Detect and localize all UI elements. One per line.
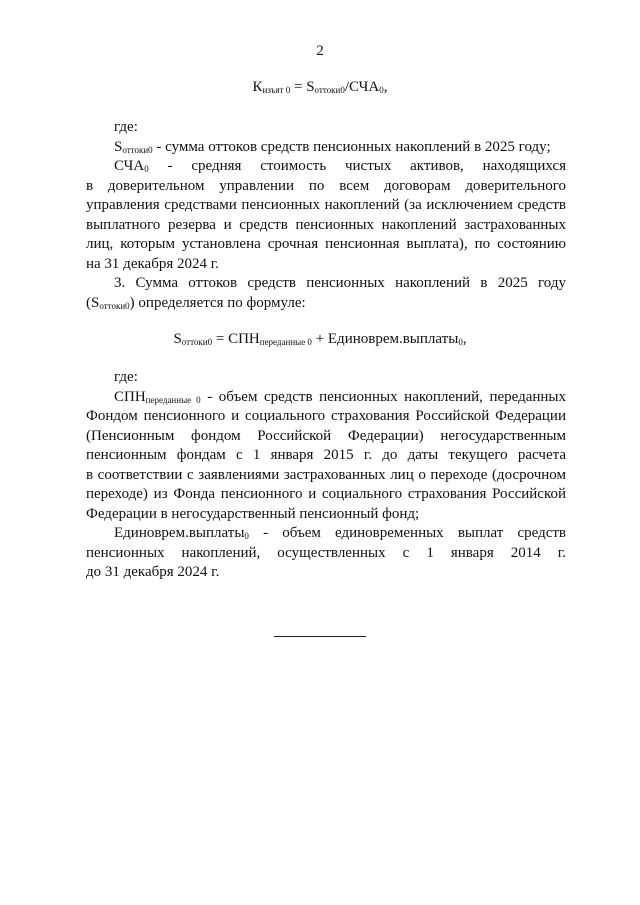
- text-line: [86, 294, 566, 314]
- term-subscript: оттоки0: [122, 144, 153, 155]
- where-label: где:: [114, 119, 138, 135]
- where-label: где:: [114, 369, 138, 385]
- end-divider-line: [274, 636, 366, 637]
- formula-term: /СЧА: [344, 79, 380, 95]
- formula-subscript: изъят 0: [262, 85, 291, 95]
- formula-subscript: переданные 0: [259, 337, 312, 347]
- term-subscript: оттоки0: [99, 300, 130, 311]
- formula-subscript: 0: [458, 337, 463, 347]
- term-subscript: 0: [144, 164, 149, 174]
- term: СПН: [114, 388, 146, 405]
- definition-lump-sum-payments: [86, 524, 566, 583]
- definition-text: - сумма оттоков средств пенсионных накоплений в 2025 году;: [152, 138, 551, 155]
- page-number: 2: [316, 43, 324, 59]
- formula-term: S: [173, 331, 182, 347]
- formula-term: S: [306, 79, 315, 95]
- formula-subscript: 0: [379, 85, 384, 95]
- definition-text: - объем средств пенсионных накоплений, переданных: [200, 388, 567, 405]
- term: S: [114, 138, 123, 155]
- formula-withdrawal-coefficient: [0, 78, 640, 98]
- item-3: [86, 274, 566, 313]
- text-line: [86, 157, 566, 177]
- term: Единоврем.выплаты: [114, 525, 245, 541]
- text-line: на 31 декабря 2024 г.: [86, 255, 219, 272]
- definition-spn: [86, 388, 566, 525]
- text-line: лиц, которым установлена срочная пенсионная выплата), по состоянию: [86, 236, 566, 252]
- text-line: Федерации в негосударственный пенсионный фонд;: [86, 505, 420, 522]
- term-subscript: 0: [244, 531, 249, 541]
- text-line: (Пенсионным фондом Российской Федерации) негосударственным: [86, 427, 566, 444]
- definition-text: ) определяется по формуле:: [129, 294, 306, 311]
- text-line: [86, 524, 566, 544]
- formula-punctuation: ,: [462, 331, 467, 347]
- text-line: в соответствии с заявлениями застрахованных лиц о переходе (досрочном: [86, 466, 566, 483]
- text-line: выплатного резерва и средств пенсионных накоплений застрахованных: [86, 216, 566, 233]
- text-line: переходе) из Фонда пенсионного и социального страхования Российской: [86, 486, 566, 502]
- definitions-block-2: [86, 368, 566, 583]
- term: СЧА: [114, 158, 145, 174]
- definition-text: - средняя стоимость чистых активов, находящихся: [148, 158, 566, 174]
- definition-text: (S: [86, 294, 100, 311]
- formula-term: + Единоврем.выплаты: [311, 331, 459, 347]
- formula-term: К: [252, 79, 263, 95]
- text-line: в доверительном управлении по всем договорам доверительного: [86, 177, 566, 194]
- definition-text: - объем единовременных выплат средств: [248, 525, 566, 541]
- text-line: до 31 декабря 2024 г.: [86, 564, 220, 580]
- term-subscript: переданные 0: [145, 394, 201, 405]
- text-line: управления средствами пенсионных накоплений (за исключением средств: [86, 197, 566, 213]
- text-line: Фондом пенсионного и социального страхования Российской Федерации: [86, 408, 566, 424]
- formula-subscript: оттоки0: [314, 85, 345, 95]
- definition-scha: [86, 157, 566, 274]
- text-line: пенсионным фондам с 1 января 2015 г. до даты текущего расчета: [86, 447, 566, 463]
- text-line: пенсионных накоплений, осуществленных с 1 января 2014 г.: [86, 544, 566, 561]
- formula-outflows-sum: [0, 330, 640, 350]
- formula-punctuation: ,: [383, 79, 388, 95]
- formula-subscript: оттоки0: [181, 337, 213, 347]
- text-line: 3. Сумма оттоков средств пенсионных накоплений в 2025 году: [114, 275, 566, 291]
- formula-operator: =: [290, 79, 307, 95]
- formula-term: = СПН: [212, 331, 260, 347]
- text-line: [86, 388, 566, 408]
- definition-s-outflows: [86, 138, 566, 158]
- definitions-block-1: [86, 118, 566, 313]
